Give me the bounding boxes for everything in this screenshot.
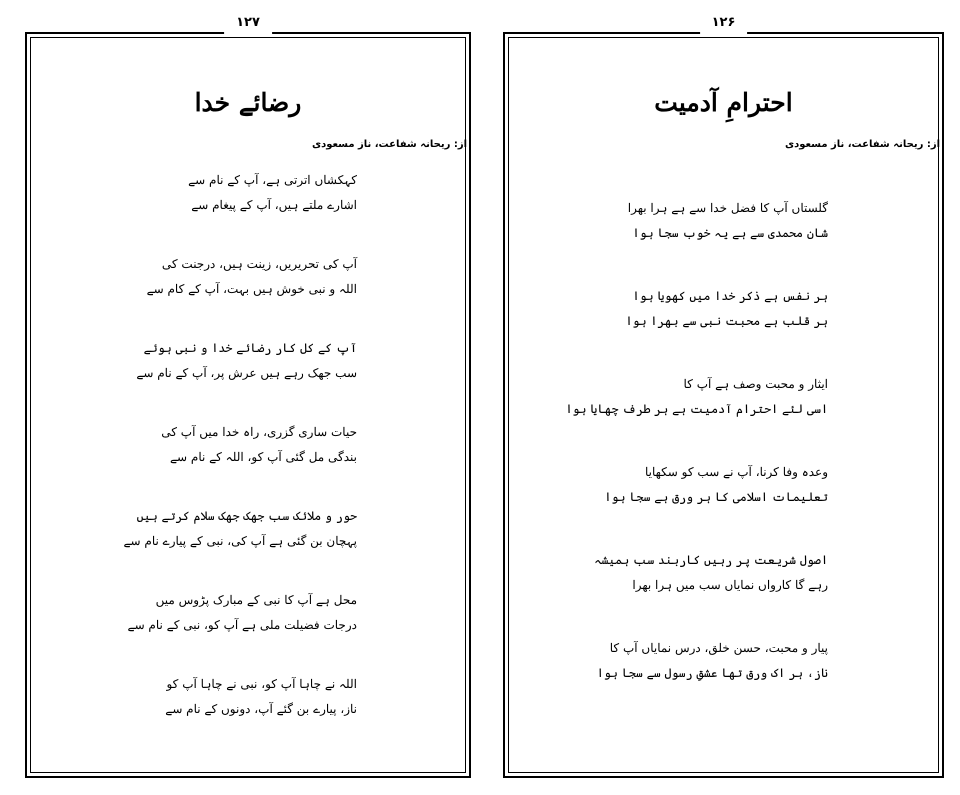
poem-body xyxy=(565,196,828,724)
verse-line: ہر نفس ہے ذکر خدا میں کھویا ہوا xyxy=(632,289,828,303)
stanza xyxy=(603,284,828,334)
verse-line: ناز، پیارے بن گئے آپ، دونوں کے نام سے xyxy=(165,702,357,716)
poem-author: از: ریحانہ شفاعت، ناز مسعودی xyxy=(784,139,940,150)
stanza xyxy=(127,168,357,218)
page-number: ۱۲۶ xyxy=(700,11,748,35)
stanza xyxy=(603,460,828,510)
verse-line: اشارے ملتے ہیں، آپ کے پیغام سے xyxy=(191,198,357,212)
verse-line: ہر قلب ہے محبت نبی سے بھرا ہوا xyxy=(625,314,828,328)
verse-line: وعدہ وفا کرنا، آپ نے سب کو سکھایا xyxy=(645,465,828,479)
verse-line: محل ہے آپ کا نبی کے مبارک پڑوس میں xyxy=(155,593,357,607)
verse-line: پیار و محبت، حسن خلق، درس نمایاں آپ کا xyxy=(609,641,828,655)
verse-line: حیات ساری گزری، راہ خدا میں آپ کی xyxy=(161,425,357,439)
verse-line: حور و ملائک سب جھک جھک سلام کرتے ہیں xyxy=(136,509,357,523)
right-page xyxy=(503,15,944,778)
verse-line: سب جھک رہے ہیں عرش پر، آپ کے نام سے xyxy=(136,366,357,380)
verse-line: بندگی مل گئی آپ کو، اللہ کے نام سے xyxy=(169,450,357,464)
poem-title: احترامِ آدمیت xyxy=(654,88,793,117)
stanza xyxy=(594,548,828,598)
stanza xyxy=(123,504,357,554)
poem-body xyxy=(123,168,357,756)
stanza xyxy=(603,196,828,246)
verse-line: درجات فضیلت ملی ہے آپ کو، نبی کے نام سے xyxy=(127,618,357,632)
verse-line: اللہ نے چاہا آپ کو، نبی نے چاہا آپ کو xyxy=(166,677,357,691)
stanza xyxy=(127,420,357,470)
verse-line: اللہ و نبی خوش ہیں بہت، آپ کے کام سے xyxy=(146,282,357,296)
left-page xyxy=(25,15,471,778)
page-number: ۱۲۷ xyxy=(224,11,272,35)
stanza xyxy=(127,252,357,302)
verse-line: تعلیمات اسلامی کا ہر ورق ہے سجا ہوا xyxy=(604,490,828,504)
verse-line: آپ کے کل کار رضائے خدا و نبی ہوئے xyxy=(143,341,357,355)
stanza xyxy=(596,636,828,686)
stanza xyxy=(127,588,357,638)
verse-line: کہکشاں اترتی ہے، آپ کے نام سے xyxy=(188,173,357,187)
verse-line: رہے گا کارواں نمایاں سب میں ہرا بھرا xyxy=(632,578,828,592)
verse-line: ایثار و محبت وصف ہے آپ کا xyxy=(683,377,828,391)
stanza xyxy=(127,672,357,722)
poem-title: رضائے خدا xyxy=(194,88,302,117)
poem-author: از: ریحانہ شفاعت، ناز مسعودی xyxy=(311,139,467,150)
stanza xyxy=(565,372,828,422)
verse-line: اصول شریعت پر رہیں کاربند سب ہمیشہ xyxy=(594,553,828,567)
verse-line: گلستاں آپ کا فضل خدا سے ہے ہرا بھرا xyxy=(627,201,828,215)
verse-line: اسی لئے احترام آدمیت ہے ہر طرف چھایا ہوا xyxy=(565,402,828,416)
verse-line: آپ کی تحریریں، زینت ہیں، درجنت کی xyxy=(161,257,357,271)
verse-line: ناز، ہر اک ورق تھا عشقِ رسول سے سجا ہوا xyxy=(596,666,828,680)
verse-line: شان محمدی سے ہے یہ خوب سجا ہوا xyxy=(632,226,828,240)
verse-line: پہچان بن گئی ہے آپ کی، نبی کے پیارے نام سے xyxy=(123,534,357,548)
stanza xyxy=(127,336,357,386)
